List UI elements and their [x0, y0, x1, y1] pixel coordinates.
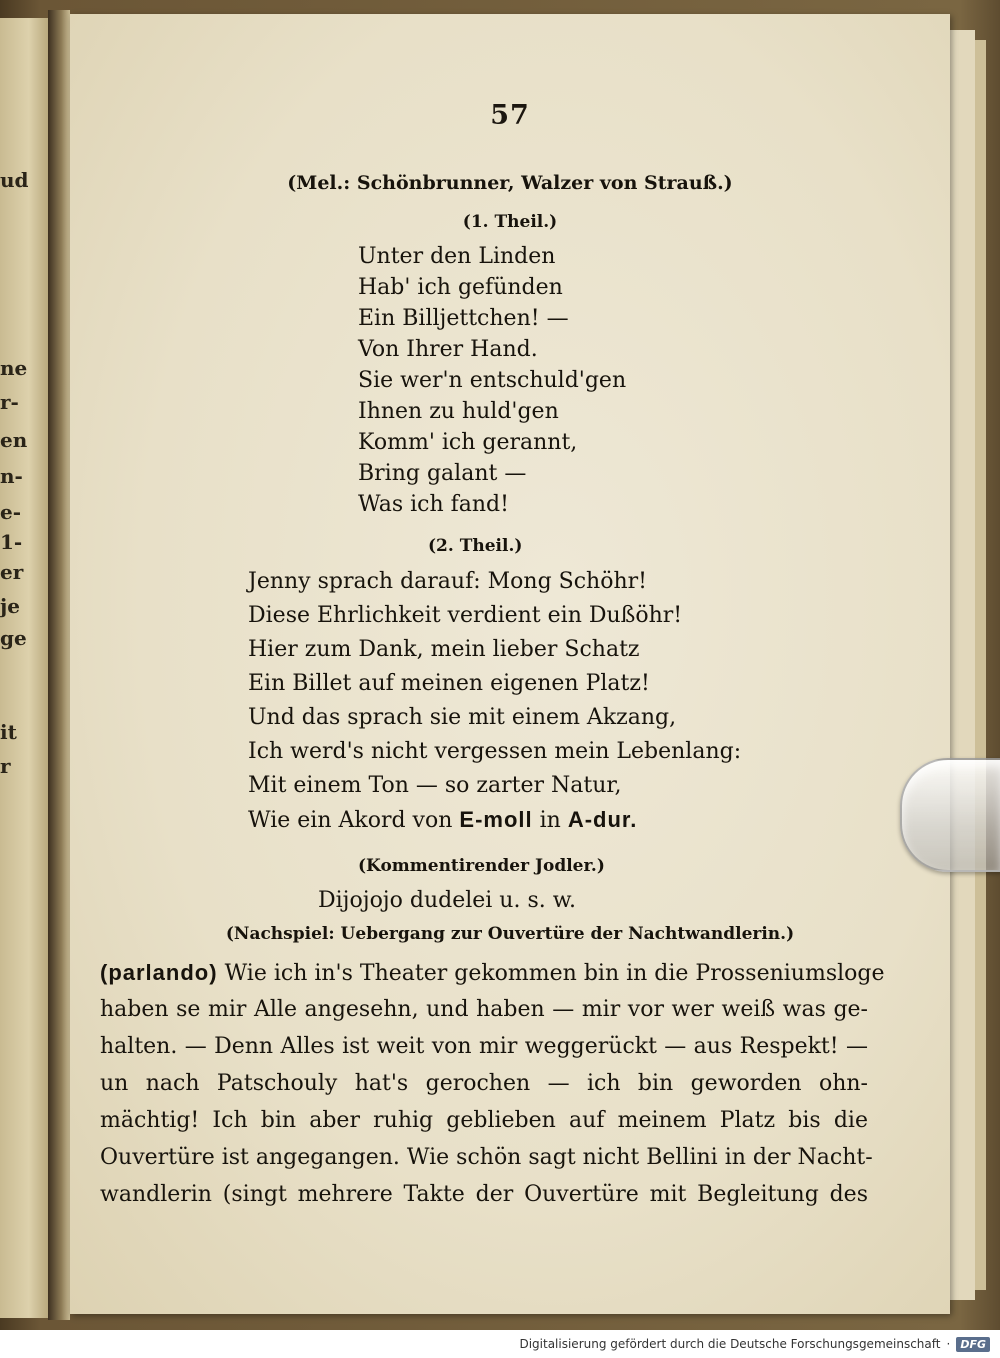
part-2-heading: (2. Theil.) — [428, 536, 523, 556]
verse-line: Unter den Linden — [358, 244, 556, 269]
verse-line: Jenny sprach darauf: Mong Schöhr! — [248, 569, 647, 594]
postlude-heading: (Nachspiel: Uebergang zur Ouvertüre der Nachtwandlerin.) — [225, 924, 795, 944]
verse-line: Diese Ehrlichkeit verdient ein Dußöhr! — [248, 603, 683, 628]
left-page-fragment: n- — [0, 464, 23, 488]
key-a-dur: A-dur. — [567, 807, 638, 832]
part-1-heading: (1. Theil.) — [462, 212, 558, 232]
left-page-fragment: e- — [0, 500, 22, 524]
verse-line: Hier zum Dank, mein lieber Schatz — [248, 637, 640, 662]
verse-line-final — [248, 807, 637, 833]
verse-line: Ich werd's nicht vergessen mein Lebenlang: — [248, 739, 742, 764]
prose-line: Ouvertüre ist angegangen. Wie schön sagt nicht Bellini in der Nacht- — [100, 1145, 873, 1170]
prose-line: mächtig! Ich bin aber ruhig geblieben auf meinem Platz bis die — [100, 1108, 868, 1133]
verse-line: Sie wer'n entschuld'gen — [358, 368, 627, 393]
verse-line: Mit einem Ton — so zarter Natur, — [248, 773, 622, 798]
left-page-fragment: 1- — [0, 530, 23, 554]
left-page-edge — [0, 18, 50, 1318]
left-page-fragment: r- — [0, 390, 19, 414]
prose-line — [100, 960, 885, 986]
verse-text: Wie ein Akord von — [248, 808, 460, 833]
verse-line: Und das sprach sie mit einem Akzang, — [248, 705, 677, 730]
left-page-fragment: ge — [0, 626, 27, 650]
left-page-fragment: er — [0, 560, 24, 584]
verse-line: Ein Billet auf meinen eigenen Platz! — [248, 671, 650, 696]
yodel-text: Dijojojo dudelei u. s. w. — [318, 888, 576, 913]
key-e-moll: E-moll — [459, 807, 533, 832]
footer-separator: · — [946, 1337, 951, 1351]
page-content — [70, 14, 950, 1314]
yodel-heading: (Kommentirender Jodler.) — [358, 856, 605, 876]
melody-header: (Mel.: Schönbrunner, Walzer von Strauß.) — [287, 172, 733, 194]
page-stack-edge — [948, 30, 975, 1300]
prose-line: wandlerin (singt mehrere Takte der Ouvertüre mit Begleitung des — [100, 1182, 868, 1207]
verse-line: Bring galant — — [358, 461, 527, 486]
verse-line: Von Ihrer Hand. — [358, 337, 538, 362]
left-page-fragment: ne — [0, 356, 28, 380]
prose-line: halten. — Denn Alles ist weit von mir weggerückt — aus Respekt! — — [100, 1034, 868, 1059]
prose-line: haben se mir Alle angesehn, und haben — mir vor wer weiß was ge- — [100, 997, 868, 1022]
verse-line: Komm' ich gerannt, — [358, 430, 578, 455]
dfg-logo: DFG — [956, 1337, 990, 1352]
left-page-fragment: en — [0, 428, 28, 452]
verse-line: Ihnen zu huld'gen — [358, 399, 559, 424]
page-number: 57 — [490, 100, 530, 131]
verse-line: Ein Billjettchen! — — [358, 306, 569, 331]
left-page-fragment: r — [0, 754, 11, 778]
book-gutter — [48, 10, 70, 1320]
glass-page-holder — [900, 758, 1000, 872]
book-page — [70, 14, 950, 1314]
verse-line: Hab' ich gefünden — [358, 275, 563, 300]
footer-credit: Digitalisierung gefördert durch die Deutsche Forschungsgemeinschaft — [519, 1337, 941, 1351]
left-page-fragment: je — [0, 594, 20, 618]
prose-line: un nach Patschouly hat's gerochen — ich bin geworden ohn- — [100, 1071, 868, 1096]
prose-text: Wie ich in's Theater gekommen bin in die Prosseniumsloge — [224, 961, 885, 986]
left-page-fragment: ud — [0, 168, 29, 192]
left-page-fragment: it — [0, 720, 17, 744]
parlando-label: (parlando) — [100, 960, 218, 985]
verse-line: Was ich fand! — [358, 492, 509, 517]
verse-text: in — [532, 808, 568, 833]
footer-bar — [0, 1330, 1000, 1358]
